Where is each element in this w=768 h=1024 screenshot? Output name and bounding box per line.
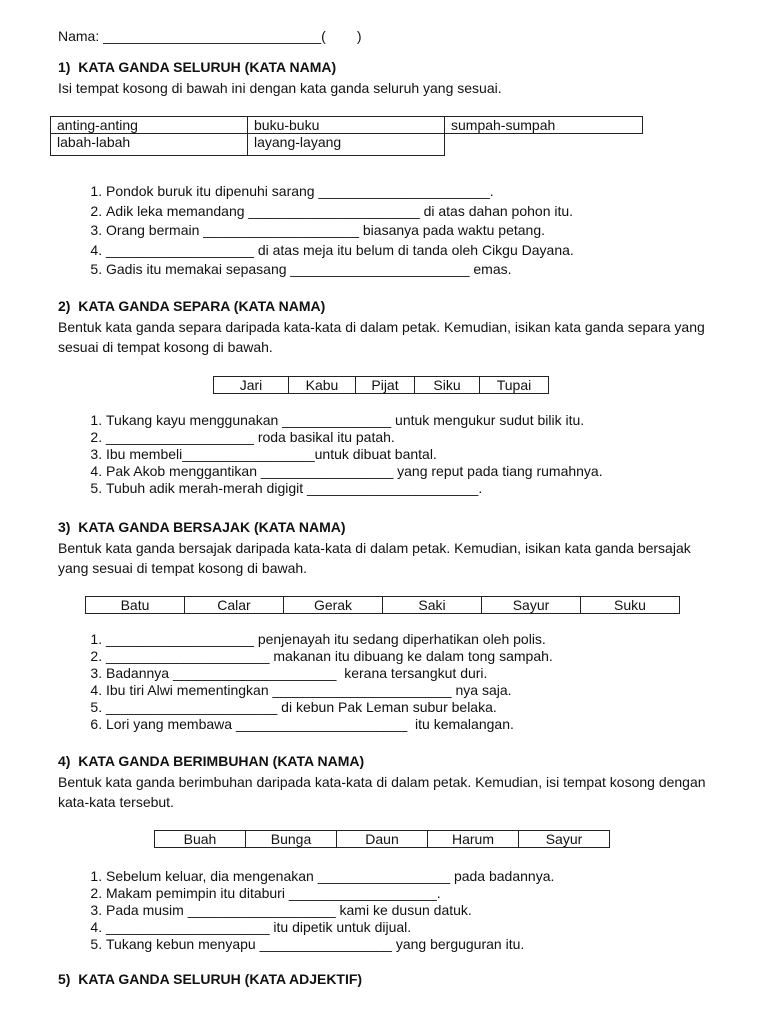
word-cell: buku-buku: [248, 117, 445, 134]
section-4-heading: 4) KATA GANDA BERIMBUHAN (KATA NAMA): [58, 753, 365, 769]
word-cell: Pijat: [356, 377, 415, 394]
word-cell: Suku: [581, 597, 680, 614]
word-cell: labah-labah: [51, 134, 248, 156]
question-item: 2. ___________________ roda basikal itu patah.: [106, 429, 603, 446]
question-item: 4. Ibu tiri Alwi mementingkan _______________________ nya saja.: [106, 682, 553, 699]
word-cell: Kabu: [289, 377, 356, 394]
section-2-questions: [80, 412, 603, 497]
word-cell: Jari: [214, 377, 289, 394]
question-item: 3. Pada musim ___________________ kami ke dusun datuk.: [106, 902, 554, 919]
word-cell: anting-anting: [51, 117, 248, 134]
question-item: 3. Badannya _____________________ kerana tersangkut duri.: [106, 665, 553, 682]
question-item: 4. ___________________ di atas meja itu belum di tanda oleh Cikgu Dayana.: [106, 241, 574, 261]
question-item: 2. Makam pemimpin itu ditaburi ___________________.: [106, 885, 554, 902]
question-item: 4. _____________________ itu dipetik untuk dijual.: [106, 919, 554, 936]
section-2-heading: 2) KATA GANDA SEPARA (KATA NAMA): [58, 298, 326, 314]
word-cell: Gerak: [284, 597, 383, 614]
word-cell: Sayur: [519, 831, 610, 848]
word-cell: Bunga: [246, 831, 337, 848]
section-3-questions: [80, 631, 553, 733]
word-cell: Calar: [185, 597, 284, 614]
section-4-questions: [80, 868, 554, 953]
question-item: 2. _____________________ makanan itu dibuang ke dalam tong sampah.: [106, 648, 553, 665]
word-cell: Sayur: [482, 597, 581, 614]
word-cell: Harum: [428, 831, 519, 848]
section-1-instruction: Isi tempat kosong di bawah ini dengan kata ganda seluruh yang sesuai.: [58, 80, 502, 96]
question-item: 5. Tukang kebun menyapu _________________ yang berguguran itu.: [106, 936, 554, 953]
question-item: 5. Gadis itu memakai sepasang _______________________ emas.: [106, 260, 574, 280]
question-item: 1. Sebelum keluar, dia mengenakan _________________ pada badannya.: [106, 868, 554, 885]
section-3-heading: 3) KATA GANDA BERSAJAK (KATA NAMA): [58, 519, 346, 535]
word-cell: Saki: [383, 597, 482, 614]
question-item: 3. Orang bermain ____________________ biasanya pada waktu petang.: [106, 221, 574, 241]
question-item: 1. ___________________ penjenayah itu sedang diperhatikan oleh polis.: [106, 631, 553, 648]
question-item: 1. Tukang kayu menggunakan ______________ untuk mengukur sudut bilik itu.: [106, 412, 603, 429]
section-3-word-table: [85, 596, 680, 614]
section-1-heading: 1) KATA GANDA SELURUH (KATA NAMA): [58, 59, 337, 75]
section-4-instruction: Bentuk kata ganda berimbuhan daripada kata-kata di dalam petak. Kemudian, isi tempat kosong dengan kata-kata tersebut.: [58, 774, 706, 810]
word-cell: sumpah-sumpah: [445, 117, 643, 134]
question-item: 5. Tubuh adik merah-merah digigit ______________________.: [106, 480, 603, 497]
section-4-word-table: [154, 830, 610, 848]
section-2-instruction: Bentuk kata ganda separa daripada kata-kata di dalam petak. Kemudian, isikan kata ganda separa yang sesuai di tempat kosong di bawah.: [58, 319, 705, 355]
question-item: 4. Pak Akob menggantikan _________________ yang reput pada tiang rumahnya.: [106, 463, 603, 480]
word-cell: Siku: [415, 377, 480, 394]
section-5-heading: 5) KATA GANDA SELURUH (KATA ADJEKTIF): [58, 971, 363, 987]
question-item: 1. Pondok buruk itu dipenuhi sarang ______________________.: [106, 182, 574, 202]
word-cell: Daun: [337, 831, 428, 848]
word-cell: Buah: [155, 831, 246, 848]
question-item: 5. ______________________ di kebun Pak Leman subur belaka.: [106, 699, 553, 716]
question-item: 2. Adik leka memandang ______________________ di atas dahan pohon itu.: [106, 202, 574, 222]
word-cell: Batu: [86, 597, 185, 614]
word-cell: Tupai: [480, 377, 549, 394]
word-cell: layang-layang: [248, 134, 445, 156]
name-line: Nama: ____________________________( ): [58, 28, 362, 44]
empty-cell: [445, 134, 643, 156]
question-item: 3. Ibu membeli_________________untuk dibuat bantal.: [106, 446, 603, 463]
section-3-instruction: Bentuk kata ganda bersajak daripada kata-kata di dalam petak. Kemudian, isikan kata ganda bersajak yang sesuai di tempat kosong di bawah.: [58, 540, 691, 576]
section-2-word-table: [213, 376, 549, 394]
section-1-word-table: [50, 116, 643, 156]
question-item: 6. Lori yang membawa ______________________ itu kemalangan.: [106, 716, 553, 733]
section-1-questions: [80, 182, 574, 280]
